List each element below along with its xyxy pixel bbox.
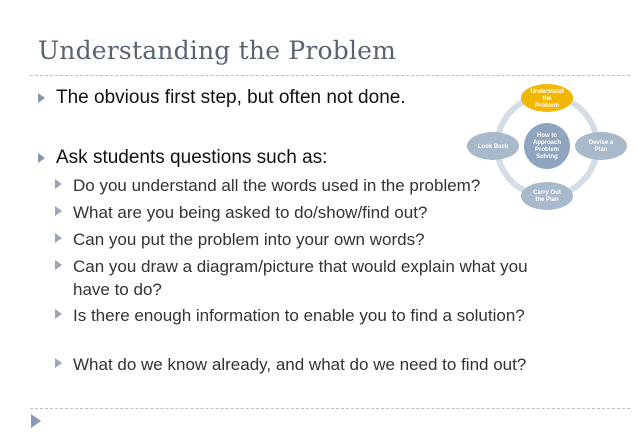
node-devise-shape xyxy=(575,132,627,160)
sub-bullet-arrow-icon xyxy=(55,179,62,189)
sub-bullet-arrow-icon xyxy=(55,358,62,368)
node-center-line3: Problem xyxy=(534,147,560,153)
node-carry-out-shape xyxy=(521,182,573,210)
sub-bullet-arrow-icon xyxy=(55,260,62,270)
sub-bullet-arrow-icon xyxy=(55,309,62,319)
sub-bullet-know-already xyxy=(55,353,555,376)
node-center-shape xyxy=(524,123,570,169)
node-center-line2: Approach xyxy=(532,140,562,146)
node-understand-line1: Understand xyxy=(530,89,564,95)
title-divider xyxy=(30,75,630,76)
sub-bullet-text: What are you being asked to do/show/find out? xyxy=(73,203,428,222)
node-carry-out-line1: Carry Out xyxy=(533,190,561,196)
node-devise-line1: Devise a xyxy=(588,140,614,146)
node-carry-out-line2: the Plan xyxy=(535,197,559,203)
sub-bullet-text: Do you understand all the words used in the problem? xyxy=(73,176,481,195)
slide-title: Understanding the Problem xyxy=(38,36,397,65)
node-look-back-line1: Look Back xyxy=(477,144,509,150)
bullet-text: Ask students questions such as: xyxy=(56,147,328,168)
node-center-line1: How to xyxy=(537,133,557,139)
sub-bullet-text: What do we know already, and what do we need to find out? xyxy=(73,355,527,374)
node-understand-line2: the xyxy=(542,96,552,102)
sub-bullet-arrow-icon xyxy=(55,206,62,216)
node-understand xyxy=(521,84,573,112)
sub-bullet-text: Is there enough information to enable you to find a solution? xyxy=(73,306,525,325)
node-center-line4: Solving xyxy=(536,154,558,160)
sub-bullet-text: Can you put the problem into your own words? xyxy=(73,230,425,249)
footer-divider xyxy=(30,408,630,409)
bullet-arrow-icon xyxy=(38,153,45,163)
node-carry-out xyxy=(521,182,573,210)
sub-bullet-diagram xyxy=(55,255,555,301)
node-understand-line3: Problem xyxy=(534,103,560,109)
sub-bullet-text: Can you draw a diagram/picture that would explain what you have to do? xyxy=(73,257,528,299)
bullet-arrow-icon xyxy=(38,93,45,103)
node-devise xyxy=(575,132,627,160)
node-look-back xyxy=(467,132,519,160)
node-center xyxy=(524,123,570,169)
sub-bullet-own-words xyxy=(55,228,555,251)
sub-bullet-enough-info xyxy=(55,304,555,327)
bullet-text: The obvious first step, but often not done. xyxy=(56,87,406,108)
problem-solving-cycle-diagram xyxy=(465,84,635,214)
sub-bullet-arrow-icon xyxy=(55,233,62,243)
next-slide-arrow-icon[interactable] xyxy=(31,414,41,428)
node-devise-line2: Plan xyxy=(594,147,608,153)
